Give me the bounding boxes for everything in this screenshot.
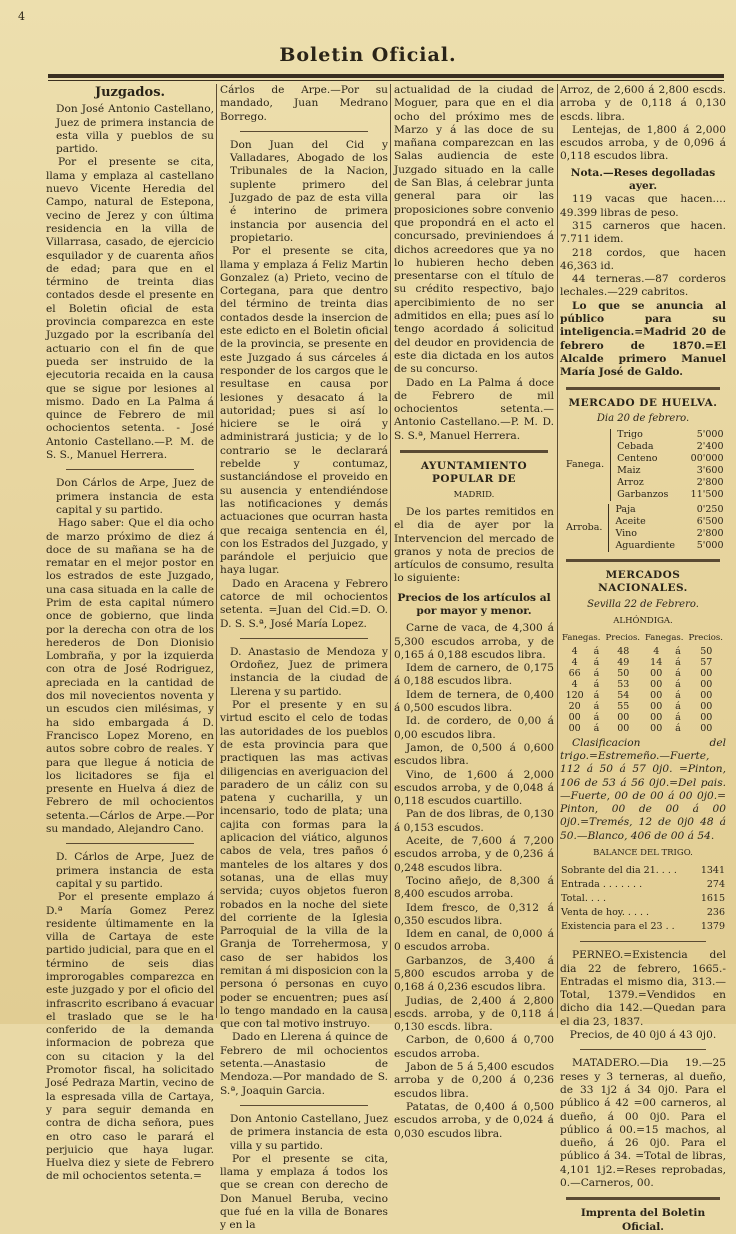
column-2 — [220, 84, 388, 1232]
market-cell: 50 — [700, 645, 713, 657]
grain-row — [564, 504, 726, 516]
market-cell: 00 — [700, 667, 713, 679]
market-row — [560, 712, 726, 723]
market-cell: á — [593, 678, 600, 690]
clasificacion-trigo: Clasificacion del trigo.=Estremeño.—Fuerte, 112 á 50 á 57 0j0. =Pinton, 106 de 53 á 56 0j0.=Del pais.—Fuerte, 00 de 00 á 00 0j0.= Pinton, 00 de 00 á 00 0j0.=Tremés, 12 de 0j0 48 á 50.—Blanco, 406 de 00 á 54. — [560, 736, 726, 842]
notice-body: Por el presente emplazo á D.ª María Gomez Perez residente últimamente en la villa de Cartaya de este partido judicial, para que en el término de seis dias improrogables comparezca en este juzgado y por el oficio del infrascrito escribano á evacuar el traslado que se le ha conferido de la demanda informacion de pobreza que con su citacion y la del Promotor fiscal, ha solicitado José Pedraza Martin, vecino de la espresada villa de Cartaya, y para seguir demanda en contra de dicha señora, pues en otro caso le parará el perjuicio que haya lugar. Huelva diez y siete de Febrero de mil ochocientos setenta.= — [46, 891, 214, 1183]
notice-heading: Don José Antonio Castellano, Juez de primera instancia de esta villa y pueblos de su partido. — [56, 103, 214, 156]
nota-line: 315 carneros que hacen. 7.711 idem. — [560, 219, 726, 246]
separator — [566, 1197, 720, 1200]
balance-label: Existencia para el 23 . . — [561, 921, 675, 933]
nota-heading: Nota.—Reses degolladas ayer. — [570, 166, 716, 193]
separator — [580, 1049, 706, 1050]
product-price: 2'800 — [696, 528, 724, 540]
market-cell: 00 — [650, 711, 663, 723]
market-cell: 50 — [617, 667, 630, 679]
perneo-text: PERNEO.=Existencia del dia 22 de febrero, 1665.-Entradas el mismo dia, 313.—Total, 1379.=Vendidos en dicho dia 142.—Quedan para el dia 23, 1837. — [560, 949, 726, 1028]
market-cell: 4 — [571, 678, 578, 690]
market-cell: 00 — [650, 689, 663, 701]
market-cell: 48 — [617, 645, 630, 657]
separator — [66, 469, 194, 470]
product-name: Aceite — [615, 516, 646, 528]
market-cell: á — [593, 700, 600, 712]
arroba-table — [564, 504, 726, 552]
alhondiga-table — [560, 632, 726, 733]
market-cell: á — [593, 689, 600, 701]
price-item: Idem de carnero, de 0,175 á 0,188 escudos libra. — [394, 662, 554, 688]
separator — [240, 131, 368, 132]
masthead-rule-thin — [48, 80, 724, 81]
notice-heading: D. Anastasio de Mendoza y Ordoñez, Juez de primera instancia de la ciudad de Llerena y su partido. — [230, 645, 388, 698]
separator — [566, 559, 720, 562]
product-name: Garbanzos — [617, 489, 669, 501]
balance-label: Entrada . . . . . . . — [561, 879, 643, 891]
market-header: Precios. — [688, 633, 723, 644]
market-cell: 54 — [617, 689, 630, 701]
market-cell: 4 — [571, 656, 578, 668]
separator — [240, 1105, 368, 1106]
price-item: Patatas, de 0,400 á 0,500 escudos arroba, y de 0,024 á 0,030 escudos libra. — [394, 1100, 554, 1140]
notice-body: Por el presente se cita, llama y emplaza al castellano nuevo Vicente Heredia del Campo, natural de Estepona, vecino de Jerez y con última residencia en la villa de Villarrasa, casado, de ejercicio esquilador y de cuarenta años de edad; para que en el término de treinta dias contados desde el presente en el Boletin oficial de esta provincia comparezca en este Juzgado por la escribanía del actuario con el fin de que pueda ser instruido de la ejecutoria recaida en la causa que se sigue por lesiones al mismo. Dado en La Palma á quince de Febrero de mil ochocientos setenta. - José Antonio Castellano.—P. M. de S. S., Manuel Herrera. — [46, 156, 214, 462]
balance-table — [560, 864, 726, 934]
market-cell: á — [593, 722, 600, 734]
price-item: Jabon de 5 á 5,400 escudos arroba y de 0,200 á 0,236 escudos libra. — [394, 1061, 554, 1100]
market-cell: 20 — [568, 700, 581, 712]
market-cell: 00 — [700, 722, 713, 734]
price-item: Idem en canal, de 0,000 á 0 escudos arroba. — [394, 928, 554, 954]
product-price: 00'000 — [690, 453, 724, 465]
product-name: Maiz — [617, 465, 641, 477]
unit-label: Fanega. — [566, 459, 605, 471]
product-name: Arroz — [617, 477, 644, 489]
market-cell: 00 — [617, 711, 630, 723]
market-cell: 4 — [571, 645, 578, 657]
market-cell: 00 — [700, 700, 713, 712]
column-divider — [390, 84, 391, 1018]
balance-value: 274 — [706, 879, 725, 891]
market-cell: á — [675, 645, 681, 657]
product-price: 6'500 — [696, 516, 724, 528]
price-item: Idem de ternera, de 0,400 á 0,500 escudos libra. — [394, 688, 554, 715]
price-item: Judias, de 2,400 á 2,800 escds. arroba, y de 0,118 á 0,130 escds. libra. — [394, 994, 554, 1034]
price-item: Aceite, de 7,600 á 7,200 escudos arroba, y de 0,236 á 0,248 escudos libra. — [394, 835, 554, 874]
fanega-table — [564, 429, 726, 501]
nota-line: 218 cordos, que hacen 46,363 id. — [560, 246, 726, 272]
market-cell: 00 — [650, 667, 663, 679]
mercado-huelva-title: MERCADO DE HUELVA. — [568, 396, 718, 409]
matadero-text: MATADERO.—Dia 19.—25 reses y 3 terneras, al dueño, de 33 1j2 á 34 0j0. Para el público á 42 =00 carneros, al dueño, á 00 0j0. Para el público á 00.=15 machos, al dueño, á 26 0j0. Para el público á 34. =Total de libras, 4,101 1j2.=Reses reprobadas, 0.—Carneros, 00. — [560, 1057, 726, 1190]
balance-row — [560, 906, 726, 920]
imprenta-footer: Imprenta del Boletin Oficial. — [580, 1207, 706, 1233]
market-header: Precios. — [605, 633, 641, 644]
market-row — [560, 723, 726, 734]
market-cell: 00 — [700, 689, 713, 701]
column-3 — [394, 84, 554, 1140]
price-item: Pan de dos libras, de 0,130 á 0,153 escudos. — [394, 808, 554, 834]
market-row — [560, 668, 726, 679]
market-header: Fanegas. — [562, 633, 601, 644]
market-cell: á — [593, 711, 600, 723]
masthead-rule — [48, 74, 724, 78]
product-price: 5'000 — [696, 429, 724, 441]
balance-label: Total. . . . — [561, 893, 606, 905]
column-divider — [216, 84, 217, 1018]
notice-body: Por el presente se cita, llama y emplaza á Feliz Martin Gonzalez (a) Prieto, vecino de Cortegana, para que dentro del término de treinta dias contados desde la insercion de este edicto en el Boletin oficial de la provincia, se presente en este Juzgado á sus cárceles á responder de los cargos que le resultase en causa por lesiones y desacato á la autoridad; pues si así lo hiciere se le oirá y administrará justicia; y de lo contrario se le declarará rebelde y contumaz, sustanciándose el proveido en su ausencia y entendiéndose las notificaciones y demás actuaciones que ocurran hasta que recaiga sentencia en él, con los Estrados del Juzgado, y parándole el perjuicio que haya lugar. — [220, 245, 388, 577]
column-4 — [560, 84, 726, 1233]
section-heading-ayuntamiento: AYUNTAMIENTO POPULAR DE — [420, 460, 528, 486]
price-item: Lentejas, de 1,800 á 2,000 escudos arroba, y de 0,096 á 0,118 escudos libra. — [560, 123, 726, 163]
product-name: Vino — [615, 528, 638, 540]
unit-label: Arroba. — [566, 522, 603, 534]
newspaper-title: Boletin Oficial. — [279, 44, 457, 66]
price-item: Carne de vaca, de 4,300 á 5,300 escudos arroba, y de 0,165 á 0,188 escudos libra. — [394, 622, 554, 661]
alhondiga-label: ALHÓNDIGA. — [613, 616, 673, 627]
market-row — [560, 701, 726, 712]
sevilla-date: Sevilla 22 de Febrero. — [587, 598, 699, 610]
market-cell: 66 — [568, 667, 581, 679]
market-cell: á — [593, 667, 600, 679]
mercados-nacionales-title: MERCADOS NACIONALES. — [598, 569, 688, 595]
notice-body: Por el presente y en su virtud escito el celo de todas las autoridades de los pueblos de esta provincia para que practiquen las mas activas diligencias en averiguacion del paradero de un cáliz con su patena y cucharilla, y un incensario, todo de plata; una cajita con formas para la aplicacion del viático, algunos cabos de vela, tres paños ó manteles de los altares y dos sotanas, una de ellas muy servida; cuyos objetos fueron robados en la noche del siete del corriente de la Iglesia Parroquial de la villa de la Granja de Torrehermosa, y caso de ser habidos los remitan á mi disposicion con la persona ó personas en cuyo poder se encuentren; pues así lo tengo mandado en la causa que con tal motivo instruyo. — [220, 699, 388, 1031]
market-cell: 53 — [617, 678, 630, 690]
balance-row — [560, 892, 726, 906]
section-city: MADRID. — [453, 489, 495, 500]
perneo-precios: Precios, de 40 0j0 á 43 0j0. — [569, 1029, 717, 1042]
product-price: 2'800 — [696, 477, 724, 489]
product-price: 3'600 — [696, 465, 724, 477]
separator — [566, 387, 720, 390]
notice-body: Dado en Aracena y Febrero catorce de mil ochocientos setenta. =Juan del Cid.=D. O. D. S. S.ª, José María Lopez. — [220, 577, 388, 630]
nota-line: 44 terneras.—87 corderos lechales.—229 cabritos. — [560, 273, 726, 299]
market-cell: 14 — [650, 656, 663, 668]
market-cell: á — [675, 678, 681, 690]
mercado-huelva-date: Dia 20 de febrero. — [596, 412, 690, 424]
notice-body: Por el presente se cita, llama y emplaza á todos los que se crean con derecho de Don Manuel Beruba, vecino que fué en la villa de Bonares y en la — [220, 1152, 388, 1232]
masthead — [0, 0, 736, 78]
market-cell: 120 — [565, 689, 584, 701]
balance-value: 1615 — [700, 893, 725, 905]
price-list — [394, 622, 554, 1141]
market-cell: á — [675, 711, 681, 723]
notice-body: Dado en La Palma á doce de Febrero de mil ochocientos setenta.—Antonio Castellano.—P. M. D. S. S.ª, Manuel Herrera. — [394, 376, 554, 442]
market-cell: 00 — [700, 711, 713, 723]
price-item: Vino, de 1,600 á 2,000 escudos arroba, y de 0,048 á 0,118 escudos cuartillo. — [394, 768, 554, 808]
market-row — [560, 690, 726, 701]
balance-title: BALANCE DEL TRIGO. — [593, 847, 693, 858]
balance-value: 1379 — [700, 921, 725, 933]
price-item: Tocino añejo, de 8,300 á 8,400 escudos arroba. — [394, 874, 554, 901]
price-item: Arroz, de 2,600 á 2,800 escds. arroba y de 0,118 á 0,130 escds. libra. — [560, 84, 726, 123]
grain-row — [564, 429, 726, 441]
price-item: Id. de cordero, de 0,00 á 0,00 escudos libra. — [394, 715, 554, 741]
market-cell: á — [675, 722, 681, 734]
market-cell: 00 — [617, 722, 630, 734]
market-cell: á — [675, 656, 681, 668]
product-price: 11'500 — [690, 489, 724, 501]
separator — [580, 941, 706, 942]
market-cell: 00 — [568, 722, 581, 734]
section-heading-juzgados: Juzgados. — [94, 85, 166, 100]
market-cell: 49 — [617, 656, 630, 668]
market-cell: á — [593, 656, 600, 668]
separator — [240, 638, 368, 639]
product-price: 0'250 — [696, 504, 724, 516]
market-cell: 00 — [650, 700, 663, 712]
notice-heading: Don Juan del Cid y Valladares, Abogado de los Tribunales de la Nacion, suplente primero del Juzgado de paz de esta villa é interino de primera instancia por ausencia del propietario. — [230, 138, 388, 244]
market-row — [560, 646, 726, 657]
product-name: Aguardiente — [615, 540, 676, 552]
price-item: Jamon, de 0,500 á 0,600 escudos libra. — [394, 741, 554, 768]
notice-body: Dado en Llerena á quince de Febrero de mil ochocientos setenta.—Anastasio de Mendoza.—Por mandado de S. S.ª, Joaquin Garcia. — [220, 1031, 388, 1097]
product-name: Trigo — [617, 429, 643, 441]
balance-value: 236 — [706, 907, 725, 919]
notice-body: Hago saber: Que el dia ocho de marzo próximo de diez á doce de su mañana se ha de rematar en el mejor postor en los estrados de este Juzgado, una casa situada en la calle de Prim de esta capital número once de gobierno, que linda por la derecha con otra de los herederos de Don Dionisio Lombraña, y por la izquierda con otra de José Rodriguez, apreciada en la cantidad de dos mil novecientos noventa y un escudos cien milésimas, y ha sido embargada á D. Francisco Lopez Moreno, en autos sobre cobro de reales. Y para que llegue á noticia de los licitadores se fija el presente en Huelva á diez de Febrero de mil ochocientos setenta.—Cárlos de Arpe.—Por su mandado, Alejandro Cano. — [46, 517, 214, 836]
nota-line: 119 vacas que hacen.... 49.399 libras de peso. — [560, 193, 726, 219]
price-item: Garbanzos, de 3,400 á 5,800 escudos arroba y de 0,168 á 0,236 escudos libra. — [394, 954, 554, 994]
separator — [400, 450, 548, 453]
notice-heading: Don Antonio Castellano, Juez de primera instancia de esta villa y su partido. — [230, 1112, 388, 1152]
balance-value: 1341 — [700, 865, 725, 877]
market-cell: 4 — [653, 645, 660, 657]
balance-label: Venta de hoy. . . . . — [561, 907, 650, 919]
product-price: 5'000 — [696, 540, 724, 552]
notice-body: actualidad de la ciudad de Moguer, para que en el dia ocho del próximo mes de Marzo y á las doce de su mañana comparezcan en las Salas audiencia de este Juzgado situado en la calle de San Blas, á celebrar junta general para oir las proposiciones sobre convenio que propondrá en el acto el concursado, previniendoes á dichos acreedores que ya no lo hubieren hecho deben presentarse con el título de su crédito respectivo, bajo apercibimiento de no ser admitidos en ella; pues así lo tengo acordado á solicitud del deudor en providencia de este dia dictada en los autos de su concurso. — [394, 84, 554, 376]
product-price: 2'400 — [696, 441, 724, 453]
product-name: Cebada — [617, 441, 654, 453]
column-1 — [46, 84, 214, 1183]
market-cell: 57 — [700, 656, 713, 668]
market-cell: 00 — [700, 678, 713, 690]
price-item: Idem fresco, de 0,312 á 0,350 escudos libra. — [394, 901, 554, 927]
price-item: Carbon, de 0,600 á 0,700 escudos arroba. — [394, 1034, 554, 1060]
market-header: Fanegas. — [644, 633, 684, 644]
market-cell: 00 — [568, 711, 581, 723]
nota-closing: Lo que se anuncia al público para su inteligencia.=Madrid 20 de febrero de 1870.=El Alcalde primero Manuel María José de Galdo. — [560, 299, 726, 379]
market-cell: 55 — [617, 700, 630, 712]
notice-heading: D. Cárlos de Arpe, Juez de primera instancia de esta capital y su partido. — [56, 851, 214, 890]
market-cell: á — [675, 700, 681, 712]
market-cell: á — [675, 667, 681, 679]
prices-subheading: Precios de los artículos al por mayor y menor. — [397, 591, 551, 617]
balance-row — [560, 920, 726, 934]
market-row — [560, 679, 726, 690]
column-divider — [557, 84, 558, 1018]
page-number: 4 — [18, 10, 25, 23]
intro-text: De los partes remitidos en el dia de ayer por la Intervencion del mercado de granos y nota de precios de artículos de consumo, resulta lo siguiente: — [394, 505, 554, 585]
balance-row — [560, 864, 726, 878]
market-cell: á — [675, 689, 681, 701]
balance-row — [560, 878, 726, 892]
market-cell: 00 — [650, 722, 663, 734]
balance-label: Sobrante del dia 21. . . . — [561, 865, 677, 877]
notice-heading: Don Cárlos de Arpe, Juez de primera instancia de esta capital y su partido. — [56, 477, 214, 516]
product-name: Paja — [615, 504, 636, 516]
market-cell: 00 — [650, 678, 663, 690]
market-cell: á — [593, 645, 600, 657]
notice-signature: Cárlos de Arpe.—Por su mandado, Juan Medrano Borrego. — [220, 84, 388, 123]
separator — [66, 843, 194, 844]
market-row — [560, 657, 726, 668]
product-name: Centeno — [617, 453, 658, 465]
